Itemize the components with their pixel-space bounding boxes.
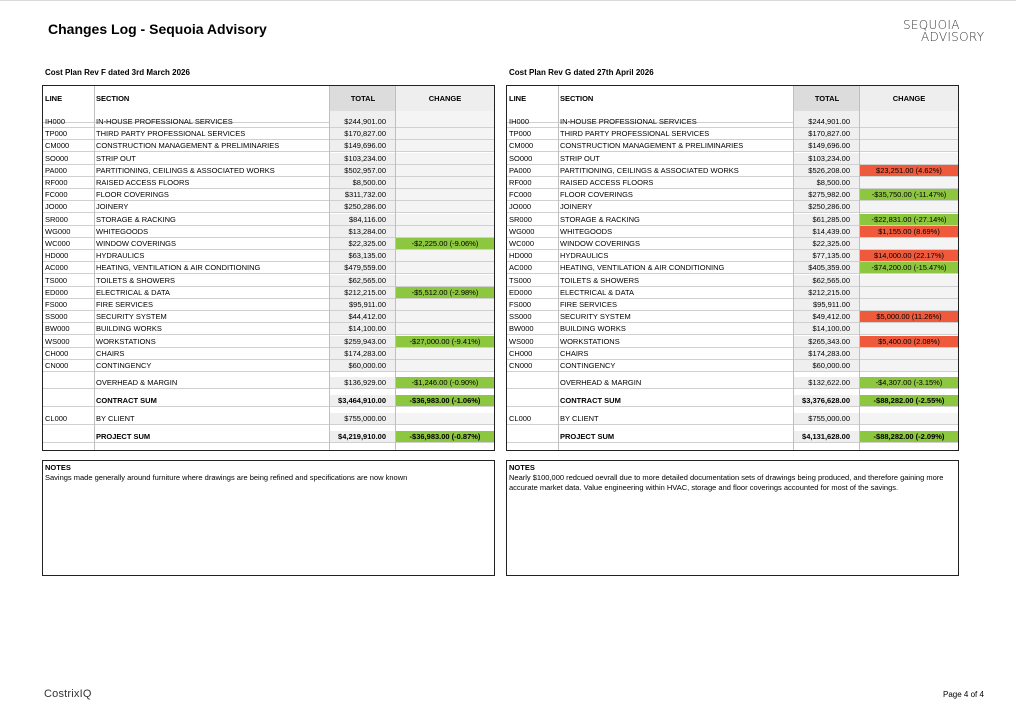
table-row [507, 311, 958, 323]
logo-line-1: SEQUOIA [903, 18, 960, 32]
row-line-code: TS000 [45, 275, 68, 285]
row-line-code: AC000 [509, 263, 532, 273]
row-change: $5,000.00 (11.26%) [860, 311, 958, 322]
row-change: -$2,225.00 (-9.06%) [396, 238, 494, 249]
row-total: $244,901.00 [794, 116, 860, 127]
row-line-code: CN000 [509, 361, 533, 370]
row-line-code: SO000 [45, 153, 69, 163]
row-section: STORAGE & RACKING [96, 214, 176, 224]
row-change [396, 177, 494, 188]
column-divider [395, 86, 396, 450]
row-change [860, 360, 958, 371]
row-section: STRIP OUT [96, 153, 136, 163]
table-row [43, 348, 494, 360]
cost-plan-table [42, 85, 495, 451]
row-change: -$1,246.00 (-0.90%) [396, 377, 494, 388]
row-total: $84,116.00 [330, 214, 396, 225]
row-change: -$88,282.00 (-2.55%) [860, 395, 958, 406]
table-row [43, 226, 494, 238]
row-total: $174,283.00 [794, 348, 860, 359]
row-section: HYDRAULICS [96, 251, 145, 261]
row-section: ELECTRICAL & DATA [96, 287, 171, 297]
row-change: $23,251.00 (4.62%) [860, 165, 958, 176]
row-section: IN-HOUSE PROFESSIONAL SERVICES [96, 117, 233, 126]
row-total: $95,911.00 [794, 299, 860, 310]
row-change: -$27,000.00 (-9.41%) [396, 336, 494, 347]
notes-text: Nearly $100,000 redcued oevrall due to more detailed documentation sets of drawings being produced, and therefore gaining more accurate market data. Value engineering within HVAC, storage and floor coverings accounted for most of the savings. [509, 473, 944, 492]
table-header [507, 86, 958, 111]
row-line-code: AC000 [45, 263, 68, 273]
row-total: $259,943.00 [330, 336, 396, 347]
table-row [43, 287, 494, 299]
row-line-code: IH000 [45, 117, 66, 126]
table-row [43, 153, 494, 165]
row-total: $755,000.00 [330, 413, 396, 424]
row-section: SECURITY SYSTEM [560, 312, 631, 322]
row-line-code: WG000 [45, 226, 71, 236]
row-total: $244,901.00 [330, 116, 396, 127]
row-section: CONTINGENCY [96, 361, 152, 370]
row-total: $49,412.00 [794, 311, 860, 322]
row-change [860, 299, 958, 310]
row-total: $170,827.00 [330, 128, 396, 139]
row-change: -$36,983.00 (-1.06%) [396, 395, 494, 406]
notes-heading: NOTES [45, 463, 71, 472]
row-line-code: CH000 [509, 348, 533, 358]
table-row [43, 140, 494, 152]
row-section: FLOOR COVERINGS [96, 190, 169, 200]
row-change [396, 226, 494, 237]
row-total: $265,343.00 [794, 336, 860, 347]
row-change [396, 413, 494, 424]
column-divider [859, 86, 860, 450]
row-change [860, 153, 958, 164]
row-total: $212,215.00 [330, 287, 396, 298]
table-row [507, 116, 958, 128]
row-total: $13,284.00 [330, 226, 396, 237]
row-change: -$36,983.00 (-0.87%) [396, 431, 494, 442]
row-change [860, 238, 958, 249]
costrix-brand: CostrixIQ [44, 688, 92, 700]
row-change: -$4,307.00 (-3.15%) [860, 377, 958, 388]
table-row [507, 177, 958, 189]
table-row [43, 395, 494, 407]
row-line-code: SR000 [45, 214, 68, 224]
column-divider [94, 86, 95, 450]
row-total: $22,325.00 [330, 238, 396, 249]
row-change [860, 287, 958, 298]
row-total: $14,100.00 [330, 323, 396, 334]
row-section: JOINERY [96, 202, 129, 212]
column-header-change: CHANGE [860, 86, 958, 111]
row-change: $5,400.00 (2.08%) [860, 336, 958, 347]
row-section: PROJECT SUM [96, 432, 151, 442]
row-total: $250,286.00 [330, 201, 396, 212]
row-total: $755,000.00 [794, 413, 860, 424]
row-change [396, 140, 494, 151]
row-total: $212,215.00 [794, 287, 860, 298]
row-section: OVERHEAD & MARGIN [560, 378, 642, 388]
notes-text: Savings made generally around furniture where drawings are being refined and specifications are now known [45, 473, 408, 482]
row-change: -$22,831.00 (-27.14%) [860, 214, 958, 225]
row-section: THIRD PARTY PROFESSIONAL SERVICES [96, 129, 246, 139]
row-total: $275,982.00 [794, 189, 860, 200]
row-line-code: WS000 [45, 336, 70, 346]
table-row [43, 262, 494, 274]
row-section: PARTITIONING, CEILINGS & ASSOCIATED WORKS [96, 165, 275, 175]
row-line-code: SO000 [509, 153, 533, 163]
table-row [43, 201, 494, 213]
row-line-code: ED000 [45, 287, 68, 297]
sequoia-logo [903, 19, 987, 43]
table-row [43, 165, 494, 177]
row-line-code: JO000 [509, 202, 532, 212]
row-line-code: TS000 [509, 275, 532, 285]
row-total: $170,827.00 [794, 128, 860, 139]
row-line-code: SR000 [509, 214, 532, 224]
table-row [43, 214, 494, 226]
logo-line-2: ADVISORY [921, 30, 985, 44]
table-row [43, 250, 494, 262]
table-row [507, 395, 958, 407]
row-total: $14,439.00 [794, 226, 860, 237]
table-row [43, 360, 494, 372]
column-divider [558, 86, 559, 450]
row-section: HEATING, VENTILATION & AIR CONDITIONING [560, 263, 725, 273]
row-line-code: CL000 [45, 414, 68, 424]
row-line-code: WS000 [509, 336, 534, 346]
table-row [507, 275, 958, 287]
row-section: THIRD PARTY PROFESSIONAL SERVICES [560, 129, 710, 139]
table-row [43, 189, 494, 201]
row-section: CONTINGENCY [560, 361, 616, 370]
row-section: CONSTRUCTION MANAGEMENT & PRELIMINARIES [96, 141, 280, 151]
column-header-line: LINE [509, 94, 527, 103]
row-change [396, 153, 494, 164]
row-line-code: CM000 [45, 141, 70, 151]
table-row [43, 128, 494, 140]
row-section: BY CLIENT [560, 414, 599, 424]
column-divider [793, 86, 794, 450]
row-total: $174,283.00 [330, 348, 396, 359]
row-section: ELECTRICAL & DATA [560, 287, 635, 297]
row-change [396, 311, 494, 322]
row-change [860, 323, 958, 334]
row-change [860, 201, 958, 212]
row-section: JOINERY [560, 202, 593, 212]
cost-plan-table [506, 85, 959, 451]
row-line-code: TP000 [45, 129, 68, 139]
row-change [396, 323, 494, 334]
row-section: BY CLIENT [96, 414, 135, 424]
table-row [507, 262, 958, 274]
row-total: $62,565.00 [330, 275, 396, 286]
row-section: STRIP OUT [560, 153, 600, 163]
row-line-code: FS000 [45, 300, 68, 309]
row-section: FLOOR COVERINGS [560, 190, 633, 200]
row-section: FIRE SERVICES [560, 300, 617, 309]
table-header [43, 86, 494, 111]
row-total: $479,559.00 [330, 262, 396, 273]
table-row [43, 431, 494, 443]
row-change [396, 250, 494, 261]
row-total: $63,135.00 [330, 250, 396, 261]
row-total: $4,131,628.00 [794, 431, 860, 442]
notes-box [506, 460, 959, 576]
table-row [507, 165, 958, 177]
row-line-code: JO000 [45, 202, 68, 212]
table-row [507, 323, 958, 335]
row-change [396, 262, 494, 273]
row-line-code: FS000 [509, 300, 532, 309]
row-line-code: ED000 [509, 287, 532, 297]
row-line-code: RF000 [45, 178, 68, 187]
row-change [396, 360, 494, 371]
row-section: PROJECT SUM [560, 432, 615, 442]
row-change: -$88,282.00 (-2.09%) [860, 431, 958, 442]
row-section: STORAGE & RACKING [560, 214, 640, 224]
row-change [860, 177, 958, 188]
table-row [43, 238, 494, 250]
row-section: CHAIRS [96, 348, 125, 358]
row-section: SECURITY SYSTEM [96, 312, 167, 322]
column-header-line: LINE [45, 94, 63, 103]
row-total: $103,234.00 [794, 153, 860, 164]
row-section: RAISED ACCESS FLOORS [96, 178, 190, 187]
row-total: $405,359.00 [794, 262, 860, 273]
row-section: WHITEGOODS [560, 226, 613, 236]
row-total: $103,234.00 [330, 153, 396, 164]
row-total: $250,286.00 [794, 201, 860, 212]
row-line-code: PA000 [509, 165, 531, 175]
row-change [396, 275, 494, 286]
table-row [507, 250, 958, 262]
column-header-total: TOTAL [794, 86, 860, 111]
table-row [507, 214, 958, 226]
table-row [507, 431, 958, 443]
row-total: $22,325.00 [794, 238, 860, 249]
row-section: CHAIRS [560, 348, 589, 358]
row-section: HEATING, VENTILATION & AIR CONDITIONING [96, 263, 261, 273]
row-change [860, 348, 958, 359]
row-line-code: CL000 [509, 414, 532, 424]
row-change: -$74,200.00 (-15.47%) [860, 262, 958, 273]
row-line-code: SS000 [45, 312, 68, 322]
row-line-code: IH000 [509, 117, 530, 126]
row-line-code: BW000 [45, 324, 70, 334]
row-section: CONSTRUCTION MANAGEMENT & PRELIMINARIES [560, 141, 744, 151]
row-total: $149,696.00 [330, 140, 396, 151]
row-total: $3,464,910.00 [330, 395, 396, 406]
row-total: $8,500.00 [794, 177, 860, 188]
row-change [396, 201, 494, 212]
table-row [43, 323, 494, 335]
row-section: RAISED ACCESS FLOORS [560, 178, 654, 187]
plan-caption: Cost Plan Rev G dated 27th April 2026 [509, 68, 654, 77]
row-total: $526,208.00 [794, 165, 860, 176]
row-change [396, 116, 494, 127]
row-total: $95,911.00 [330, 299, 396, 310]
row-line-code: CH000 [45, 348, 69, 358]
row-change [860, 116, 958, 127]
row-line-code: PA000 [45, 165, 67, 175]
table-row [507, 238, 958, 250]
row-total: $60,000.00 [330, 360, 396, 371]
column-header-change: CHANGE [396, 86, 494, 111]
table-row [507, 128, 958, 140]
row-total: $60,000.00 [794, 360, 860, 371]
table-row [507, 189, 958, 201]
table-row [507, 377, 958, 389]
row-section: BUILDING WORKS [560, 324, 626, 334]
row-change [396, 214, 494, 225]
table-row [507, 226, 958, 238]
row-section: WINDOW COVERINGS [560, 239, 640, 248]
top-border [0, 0, 1016, 1]
row-section: HYDRAULICS [560, 251, 609, 261]
row-change [396, 348, 494, 359]
column-header-total: TOTAL [330, 86, 396, 111]
table-row [507, 413, 958, 425]
table-row [43, 177, 494, 189]
column-divider [329, 86, 330, 450]
row-section: WORKSTATIONS [96, 336, 156, 346]
row-line-code: HD000 [45, 251, 69, 261]
table-row [43, 336, 494, 348]
row-section: CONTRACT SUM [560, 396, 621, 406]
row-change [396, 299, 494, 310]
row-change [396, 189, 494, 200]
row-line-code: WG000 [509, 226, 535, 236]
row-total: $61,285.00 [794, 214, 860, 225]
row-section: BUILDING WORKS [96, 324, 162, 334]
table-row [43, 116, 494, 128]
table-row [507, 348, 958, 360]
row-section: PARTITIONING, CEILINGS & ASSOCIATED WORKS [560, 165, 739, 175]
row-section: WHITEGOODS [96, 226, 149, 236]
row-section: IN-HOUSE PROFESSIONAL SERVICES [560, 117, 697, 126]
row-total: $44,412.00 [330, 311, 396, 322]
row-line-code: FC000 [509, 190, 532, 200]
row-section: OVERHEAD & MARGIN [96, 378, 178, 388]
row-line-code: RF000 [509, 178, 532, 187]
table-row [507, 360, 958, 372]
table-row [507, 140, 958, 152]
row-line-code: FC000 [45, 190, 68, 200]
row-change: $14,000.00 (22.17%) [860, 250, 958, 261]
table-row [507, 153, 958, 165]
table-row [43, 275, 494, 287]
row-total: $14,100.00 [794, 323, 860, 334]
row-total: $62,565.00 [794, 275, 860, 286]
row-change: $1,155.00 (8.69%) [860, 226, 958, 237]
row-line-code: SS000 [509, 312, 532, 322]
column-header-section: SECTION [96, 94, 130, 103]
row-section: TOILETS & SHOWERS [96, 275, 176, 285]
page-title: Changes Log - Sequoia Advisory [48, 21, 267, 37]
row-line-code: CN000 [45, 361, 69, 370]
row-change [396, 165, 494, 176]
row-change [860, 140, 958, 151]
row-section: CONTRACT SUM [96, 396, 157, 406]
row-line-code: WC000 [509, 239, 535, 248]
row-change [860, 128, 958, 139]
row-section: TOILETS & SHOWERS [560, 275, 640, 285]
row-change [396, 128, 494, 139]
row-section: WORKSTATIONS [560, 336, 620, 346]
row-change [860, 413, 958, 424]
row-total: $8,500.00 [330, 177, 396, 188]
table-row [507, 299, 958, 311]
row-total: $77,135.00 [794, 250, 860, 261]
notes-box [42, 460, 495, 576]
notes-heading: NOTES [509, 463, 535, 472]
row-total: $149,696.00 [794, 140, 860, 151]
row-line-code: HD000 [509, 251, 533, 261]
plan-caption: Cost Plan Rev F dated 3rd March 2026 [45, 68, 190, 77]
row-total: $502,957.00 [330, 165, 396, 176]
row-total: $311,732.00 [330, 189, 396, 200]
row-section: WINDOW COVERINGS [96, 239, 176, 248]
row-change: -$5,512.00 (-2.98%) [396, 287, 494, 298]
table-row [43, 413, 494, 425]
table-row [507, 201, 958, 213]
table-row [43, 311, 494, 323]
table-row [43, 377, 494, 389]
page-number: Page 4 of 4 [943, 690, 984, 699]
row-total: $132,622.00 [794, 377, 860, 388]
row-section: FIRE SERVICES [96, 300, 153, 309]
row-change: -$35,750.00 (-11.47%) [860, 189, 958, 200]
table-row [507, 287, 958, 299]
row-line-code: CM000 [509, 141, 534, 151]
row-total: $136,929.00 [330, 377, 396, 388]
row-total: $4,219,910.00 [330, 431, 396, 442]
column-header-section: SECTION [560, 94, 594, 103]
table-row [507, 336, 958, 348]
row-line-code: WC000 [45, 239, 71, 248]
row-change [860, 275, 958, 286]
row-line-code: TP000 [509, 129, 532, 139]
row-line-code: BW000 [509, 324, 534, 334]
table-row [43, 299, 494, 311]
row-total: $3,376,628.00 [794, 395, 860, 406]
